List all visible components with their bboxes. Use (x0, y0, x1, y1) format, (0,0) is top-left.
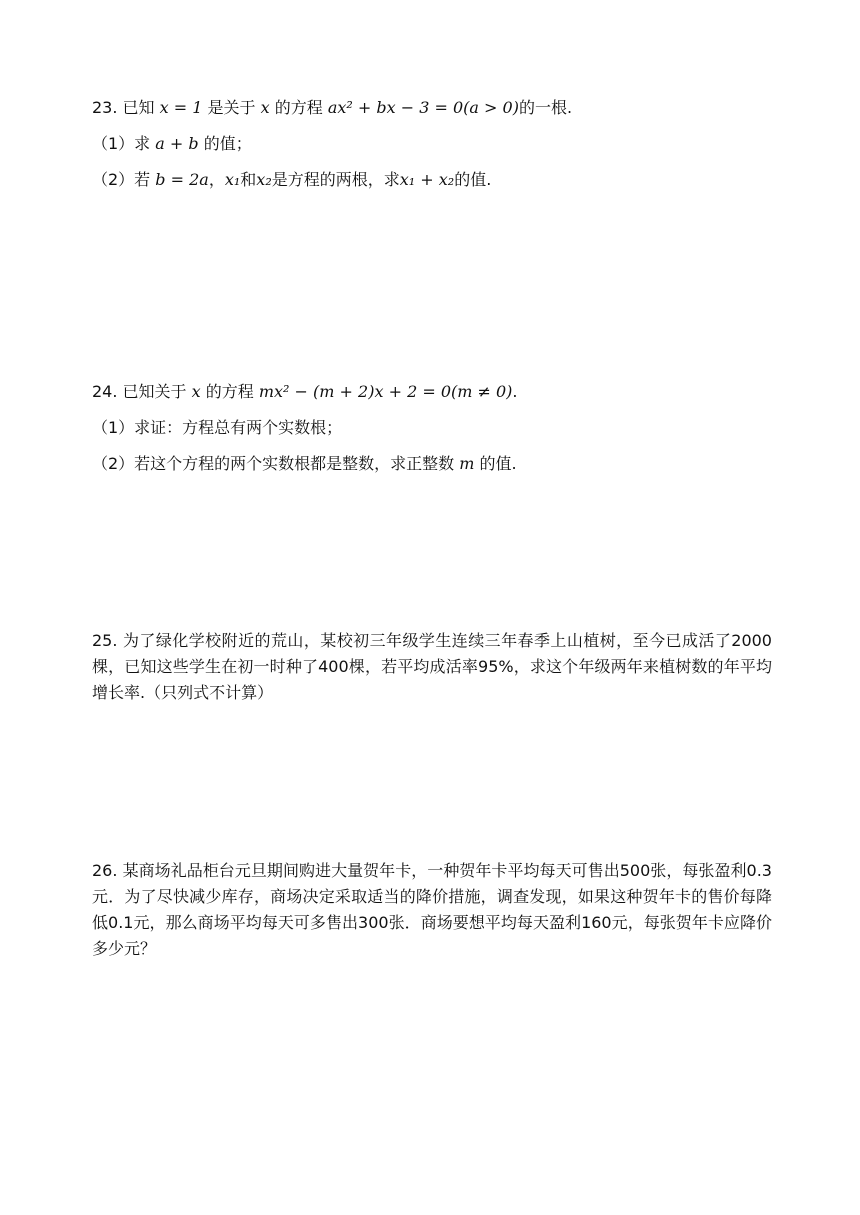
math-run: a + b (155, 134, 199, 153)
text-run: 的值； (198, 134, 252, 153)
problem-24-part-2 (92, 452, 517, 476)
text-run: 和 (240, 170, 257, 189)
math-run: x₁ + x₂ (399, 170, 455, 189)
math-run: x₁ (224, 170, 241, 189)
math-run: x (191, 382, 201, 401)
problem-23-part-1 (92, 132, 252, 156)
text-run: 已知关于 (122, 382, 192, 401)
math-run: b = 2a (155, 170, 209, 189)
problem-25-text: 为了绿化学校附近的荒山，某校初三年级学生连续三年春季上山植树，至今已成活了2000棵，已知这些学生在初一时种了400棵，若平均成活率95%，求这个年级两年来植树数的年平均增长率.（只列式不计算） (92, 631, 772, 702)
problem-26-number: 26. (92, 861, 118, 880)
text-run: 是关于 (202, 98, 261, 117)
problem-25-number: 25. (92, 631, 118, 650)
text-run: 的值. (454, 170, 492, 189)
text-run: ， (208, 170, 225, 189)
math-run: x = 1 (159, 98, 203, 117)
text-run: . (512, 382, 518, 401)
problem-24-stem (92, 380, 518, 404)
text-run: 的方程 (200, 382, 259, 401)
text-run: （2）若这个方程的两个实数根都是整数，求正整数 (92, 454, 460, 473)
text-run: 已知 (122, 98, 160, 117)
text-run: 的值. (474, 454, 517, 473)
problem-23-stem (92, 96, 572, 120)
text-run: 的一根. (518, 98, 573, 117)
problem-23-number: 23. (92, 98, 118, 117)
problem-25 (92, 628, 772, 706)
text-run: 的方程 (269, 98, 328, 117)
problem-23-part-2 (92, 168, 491, 192)
text-run: （1）求 (92, 134, 156, 153)
math-run: x (260, 98, 270, 117)
text-run: （1）求证：方程总有两个实数根； (92, 418, 343, 437)
problem-24-number: 24. (92, 382, 118, 401)
math-run: m (459, 454, 475, 473)
problem-24-part-1 (92, 416, 342, 440)
problem-26 (92, 858, 772, 962)
text-run: （2）若 (92, 170, 156, 189)
math-run: ax² + bx − 3 = 0(a > 0) (327, 98, 519, 117)
math-run: mx² − (m + 2)x + 2 = 0(m ≠ 0) (258, 382, 513, 401)
text-run: 是方程的两根，求 (271, 170, 400, 189)
math-run: x₂ (256, 170, 272, 189)
problem-26-text: 某商场礼品柜台元旦期间购进大量贺年卡，一种贺年卡平均每天可售出500张，每张盈利0.3元．为了尽快减少库存，商场决定采取适当的降价措施，调查发现，如果这种贺年卡的售价每降低0.1元，那么商场平均每天可多售出300张．商场要想平均每天盈利160元，每张贺年卡应降价多少元？ (92, 861, 772, 958)
